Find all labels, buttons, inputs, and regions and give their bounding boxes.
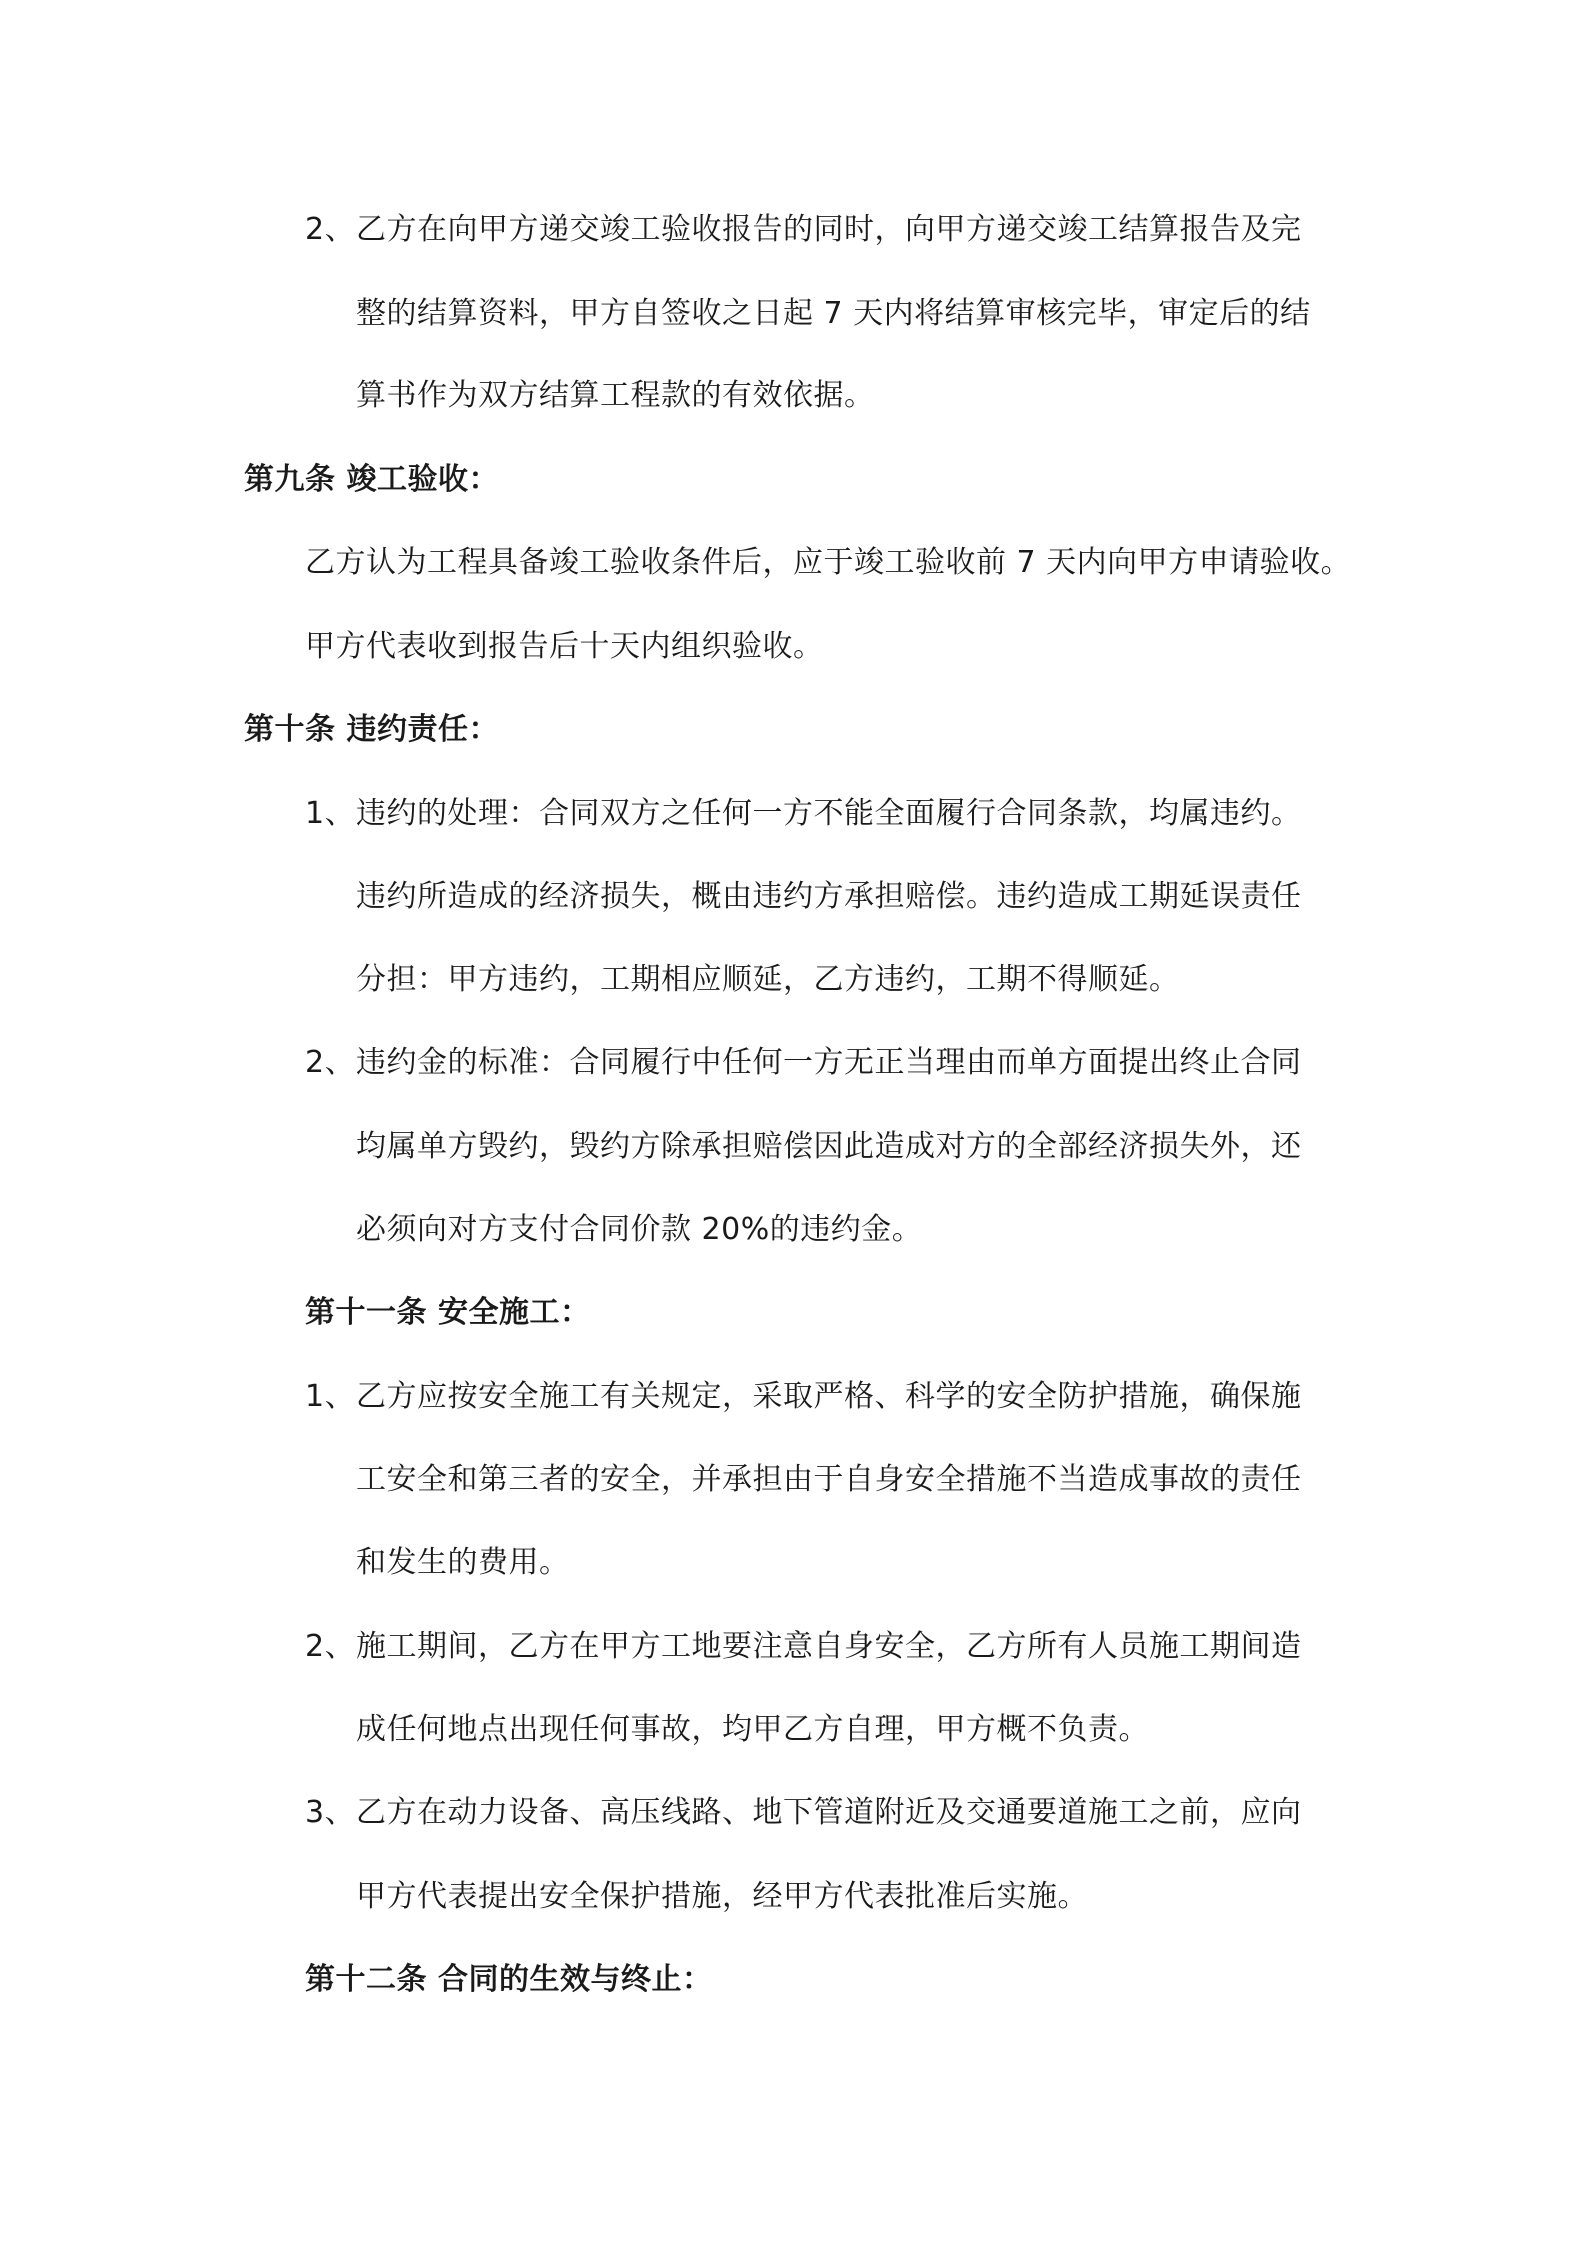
paragraph-line: 乙方应按安全施工有关规定，采取严格、科学的安全防护措施，确保施 xyxy=(356,1379,1302,1414)
paragraph-line: 乙方认为工程具备竣工验收条件后，应于竣工验收前 7 天内向甲方申请验收。 xyxy=(305,545,1352,580)
paragraph-line: 均属单方毁约，毁约方除承担赔偿因此造成对方的全部经济损失外，还 xyxy=(356,1129,1302,1164)
paragraph-line: 违约金的标准：合同履行中任何一方无正当理由而单方面提出终止合同 xyxy=(356,1045,1302,1080)
item-number: 2、 xyxy=(305,1629,356,1664)
item-number: 2、 xyxy=(305,212,356,247)
paragraph-line: 算书作为双方结算工程款的有效依据。 xyxy=(356,378,875,413)
paragraph-line: 和发生的费用。 xyxy=(356,1545,570,1580)
paragraph-line: 分担：甲方违约，工期相应顺延，乙方违约，工期不得顺延。 xyxy=(356,962,1180,997)
paragraph-line: 成任何地点出现任何事故，均甲乙方自理，甲方概不负责。 xyxy=(356,1712,1149,1747)
paragraph-line: 整的结算资料，甲方自签收之日起 7 天内将结算审核完毕，审定后的结 xyxy=(356,296,1311,331)
paragraph-line: 乙方在向甲方递交竣工验收报告的同时，向甲方递交竣工结算报告及完 xyxy=(356,212,1302,247)
item-number: 1、 xyxy=(305,796,356,831)
item-number: 3、 xyxy=(305,1795,356,1830)
paragraph-line: 甲方代表提出安全保护措施，经甲方代表批准后实施。 xyxy=(356,1879,1088,1914)
section-heading-clause-9: 第九条 竣工验收： xyxy=(244,462,499,497)
paragraph-line: 违约的处理：合同双方之任何一方不能全面履行合同条款，均属违约。 xyxy=(356,796,1302,831)
paragraph-line: 违约所造成的经济损失，概由违约方承担赔偿。违约造成工期延误责任 xyxy=(356,879,1302,914)
paragraph-line: 甲方代表收到报告后十天内组织验收。 xyxy=(305,629,824,664)
paragraph-line: 工安全和第三者的安全，并承担由于自身安全措施不当造成事故的责任 xyxy=(356,1462,1302,1497)
paragraph-line: 必须向对方支付合同价款 20%的违约金。 xyxy=(356,1212,923,1247)
section-heading-clause-10: 第十条 违约责任： xyxy=(244,712,499,747)
section-heading-clause-12: 第十二条 合同的生效与终止： xyxy=(305,1962,713,1997)
item-number: 2、 xyxy=(305,1045,356,1080)
paragraph-line: 乙方在动力设备、高压线路、地下管道附近及交通要道施工之前，应向 xyxy=(356,1795,1302,1830)
section-heading-clause-11: 第十一条 安全施工： xyxy=(305,1295,591,1330)
paragraph-line: 施工期间，乙方在甲方工地要注意自身安全，乙方所有人员施工期间造 xyxy=(356,1629,1302,1664)
item-number: 1、 xyxy=(305,1379,356,1414)
